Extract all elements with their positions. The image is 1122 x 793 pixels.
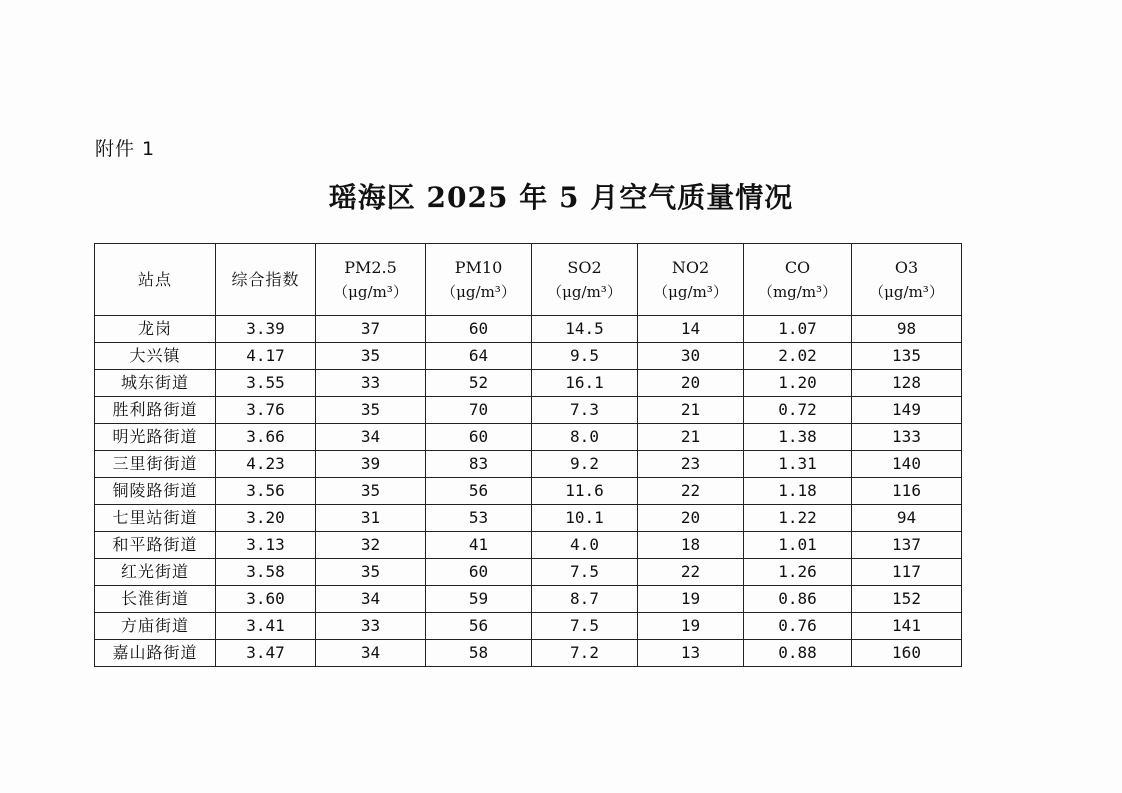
pm10-cell: 41 — [426, 532, 532, 559]
o3-cell: 98 — [852, 316, 962, 343]
o3-cell: 133 — [852, 424, 962, 451]
no2-cell: 21 — [638, 424, 744, 451]
co-cell: 1.31 — [744, 451, 852, 478]
station-cell: 铜陵路街道 — [95, 478, 216, 505]
table-row — [95, 478, 962, 505]
column-header-label: PM2.5 — [344, 257, 397, 277]
page-title: 瑶海区 2025 年 5 月空气质量情况 — [328, 181, 794, 214]
so2-cell: 7.2 — [532, 640, 638, 667]
column-header-so2 — [532, 244, 638, 316]
so2-cell: 11.6 — [532, 478, 638, 505]
column-header-label: PM10 — [454, 257, 503, 277]
table-row — [95, 559, 962, 586]
so2-cell: 4.0 — [532, 532, 638, 559]
pm25-cell: 34 — [316, 424, 426, 451]
column-header-label: NO2 — [671, 257, 710, 277]
column-header-index — [216, 244, 316, 316]
co-cell: 0.88 — [744, 640, 852, 667]
pm10-cell: 59 — [426, 586, 532, 613]
pm25-cell: 32 — [316, 532, 426, 559]
station-cell: 城东街道 — [95, 370, 216, 397]
o3-cell: 135 — [852, 343, 962, 370]
co-cell: 1.22 — [744, 505, 852, 532]
no2-cell: 30 — [638, 343, 744, 370]
composite-index-cell: 3.13 — [216, 532, 316, 559]
column-header-label: SO2 — [567, 257, 602, 277]
so2-cell: 14.5 — [532, 316, 638, 343]
no2-cell: 19 — [638, 613, 744, 640]
station-cell: 大兴镇 — [95, 343, 216, 370]
column-header-unit: （μg/m³） — [547, 282, 622, 301]
station-cell: 长淮街道 — [95, 586, 216, 613]
pm10-cell: 70 — [426, 397, 532, 424]
no2-cell: 21 — [638, 397, 744, 424]
column-header-no2 — [638, 244, 744, 316]
table-row — [95, 586, 962, 613]
station-cell: 三里街街道 — [95, 451, 216, 478]
o3-cell: 152 — [852, 586, 962, 613]
table-row — [95, 532, 962, 559]
station-cell: 七里站街道 — [95, 505, 216, 532]
station-cell: 红光街道 — [95, 559, 216, 586]
composite-index-cell: 3.41 — [216, 613, 316, 640]
column-header-pm10 — [426, 244, 532, 316]
column-header-pm25 — [316, 244, 426, 316]
pm10-cell: 60 — [426, 559, 532, 586]
composite-index-cell: 3.39 — [216, 316, 316, 343]
station-cell: 明光路街道 — [95, 424, 216, 451]
co-cell: 1.26 — [744, 559, 852, 586]
column-header-label: O3 — [894, 257, 919, 277]
composite-index-cell: 3.56 — [216, 478, 316, 505]
o3-cell: 94 — [852, 505, 962, 532]
composite-index-cell: 3.76 — [216, 397, 316, 424]
composite-index-cell: 3.60 — [216, 586, 316, 613]
co-cell: 1.20 — [744, 370, 852, 397]
no2-cell: 20 — [638, 370, 744, 397]
co-cell: 1.18 — [744, 478, 852, 505]
pm25-cell: 35 — [316, 559, 426, 586]
o3-cell: 128 — [852, 370, 962, 397]
co-cell: 1.01 — [744, 532, 852, 559]
co-cell: 0.86 — [744, 586, 852, 613]
table-row — [95, 370, 962, 397]
pm25-cell: 31 — [316, 505, 426, 532]
co-cell: 1.07 — [744, 316, 852, 343]
pm25-cell: 37 — [316, 316, 426, 343]
so2-cell: 16.1 — [532, 370, 638, 397]
o3-cell: 140 — [852, 451, 962, 478]
column-header-station — [95, 244, 216, 316]
column-header-unit: （μg/m³） — [653, 282, 728, 301]
table-row — [95, 451, 962, 478]
pm10-cell: 60 — [426, 316, 532, 343]
column-header-unit: （μg/m³） — [333, 282, 408, 301]
table-row — [95, 316, 962, 343]
no2-cell: 13 — [638, 640, 744, 667]
so2-cell: 7.5 — [532, 559, 638, 586]
pm25-cell: 33 — [316, 370, 426, 397]
table-row — [95, 343, 962, 370]
attachment-label: 附件 1 — [95, 138, 156, 160]
column-header-unit: （μg/m³） — [441, 282, 516, 301]
so2-cell: 9.5 — [532, 343, 638, 370]
column-header-label: 综合指数 — [231, 269, 300, 289]
so2-cell: 10.1 — [532, 505, 638, 532]
no2-cell: 14 — [638, 316, 744, 343]
composite-index-cell: 3.58 — [216, 559, 316, 586]
o3-cell: 117 — [852, 559, 962, 586]
column-header-o3 — [852, 244, 962, 316]
o3-cell: 141 — [852, 613, 962, 640]
table-row — [95, 613, 962, 640]
column-header-label: CO — [784, 257, 811, 277]
table-header-row — [95, 244, 962, 316]
so2-cell: 9.2 — [532, 451, 638, 478]
composite-index-cell: 3.66 — [216, 424, 316, 451]
o3-cell: 116 — [852, 478, 962, 505]
table-row — [95, 505, 962, 532]
pm25-cell: 35 — [316, 343, 426, 370]
station-cell: 和平路街道 — [95, 532, 216, 559]
pm25-cell: 34 — [316, 640, 426, 667]
table-row — [95, 397, 962, 424]
so2-cell: 7.3 — [532, 397, 638, 424]
co-cell: 2.02 — [744, 343, 852, 370]
co-cell: 1.38 — [744, 424, 852, 451]
co-cell: 0.72 — [744, 397, 852, 424]
pm10-cell: 52 — [426, 370, 532, 397]
pm10-cell: 56 — [426, 478, 532, 505]
so2-cell: 8.0 — [532, 424, 638, 451]
o3-cell: 149 — [852, 397, 962, 424]
pm25-cell: 33 — [316, 613, 426, 640]
so2-cell: 7.5 — [532, 613, 638, 640]
composite-index-cell: 3.47 — [216, 640, 316, 667]
pm10-cell: 58 — [426, 640, 532, 667]
no2-cell: 23 — [638, 451, 744, 478]
pm10-cell: 60 — [426, 424, 532, 451]
o3-cell: 137 — [852, 532, 962, 559]
station-cell: 嘉山路街道 — [95, 640, 216, 667]
column-header-unit: （μg/m³） — [869, 282, 944, 301]
composite-index-cell: 3.55 — [216, 370, 316, 397]
column-header-unit: （mg/m³） — [757, 282, 838, 301]
table-row — [95, 640, 962, 667]
composite-index-cell: 4.17 — [216, 343, 316, 370]
composite-index-cell: 3.20 — [216, 505, 316, 532]
pm25-cell: 39 — [316, 451, 426, 478]
pm25-cell: 35 — [316, 478, 426, 505]
no2-cell: 22 — [638, 478, 744, 505]
pm10-cell: 53 — [426, 505, 532, 532]
no2-cell: 20 — [638, 505, 744, 532]
column-header-co — [744, 244, 852, 316]
column-header-label: 站点 — [137, 269, 172, 289]
pm25-cell: 35 — [316, 397, 426, 424]
no2-cell: 18 — [638, 532, 744, 559]
station-cell: 胜利路街道 — [95, 397, 216, 424]
pm10-cell: 83 — [426, 451, 532, 478]
table-row — [95, 424, 962, 451]
no2-cell: 19 — [638, 586, 744, 613]
co-cell: 0.76 — [744, 613, 852, 640]
so2-cell: 8.7 — [532, 586, 638, 613]
pm25-cell: 34 — [316, 586, 426, 613]
pm10-cell: 56 — [426, 613, 532, 640]
station-cell: 龙岗 — [95, 316, 216, 343]
pm10-cell: 64 — [426, 343, 532, 370]
air-quality-table — [94, 243, 962, 667]
composite-index-cell: 4.23 — [216, 451, 316, 478]
station-cell: 方庙街道 — [95, 613, 216, 640]
no2-cell: 22 — [638, 559, 744, 586]
o3-cell: 160 — [852, 640, 962, 667]
